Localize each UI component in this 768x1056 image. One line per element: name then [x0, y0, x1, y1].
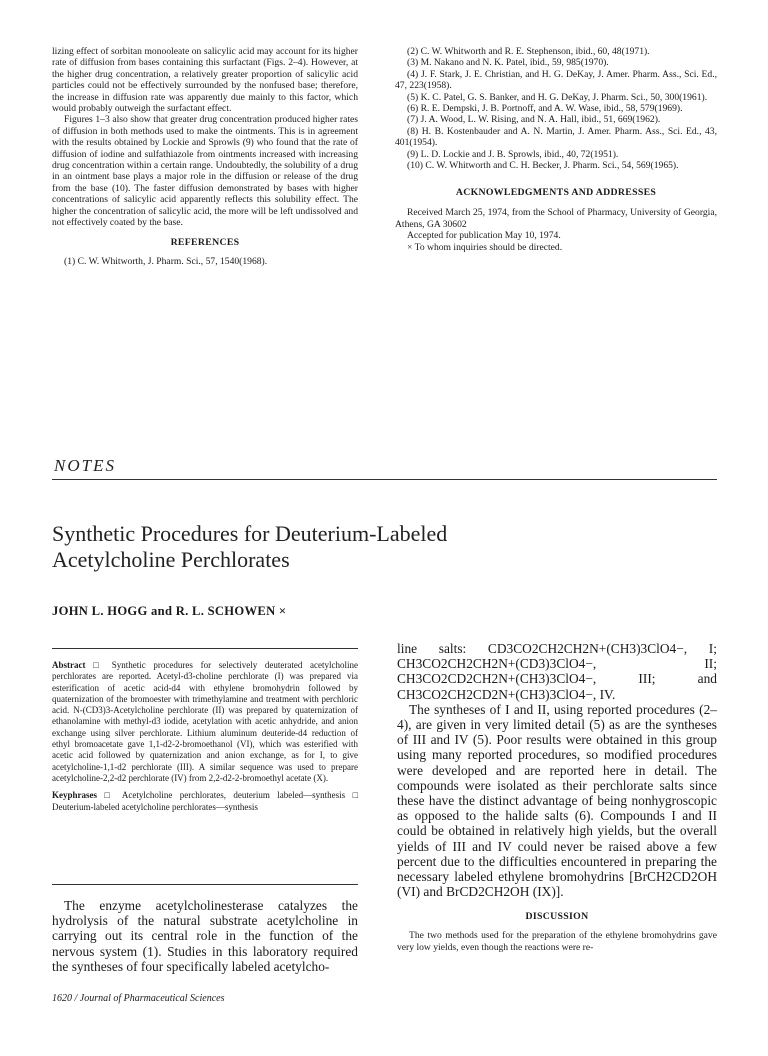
abstract-bottom-rule — [52, 884, 358, 885]
reference-list — [395, 46, 717, 171]
compound-list-paragraph: line salts: CD3CO2CH2CH2N+(CH3)3ClO4−, I; CH3CO2CH2CH2N+(CD3)3ClO4−, II; CH3CO2CD2CH2N+(CH3)3ClO4−, III; and CH3CO2CH2CD2N+(CH3)3ClO4−, IV. — [397, 641, 717, 702]
paragraph: Figures 1–3 also show that greater drug concentration produced higher rates of diffusion in both methods used to make the ointments. This is in agreement with the results obtained by Lockie and Sprowls (9) who found that the rate of diffusion of iodine and sulfathiazole from ointments increased with increasing drug concentration within a certain range. Undoubtedly, the solubility of a drug in an ointment base plays a major role in the diffusion or release of the drug from the base (10). The faster diffusion demonstrated by bases with higher concentrations of salicylic acid apparently reflects this solubility effect. The higher the concentration of salicylic acid, the more will be left undissolved and not effectively coated by the base. — [52, 114, 358, 229]
acknowledgments-text — [395, 207, 717, 253]
section-label: NOTES — [54, 456, 116, 475]
article-title — [52, 521, 692, 573]
accepted-line: Accepted for publication May 10, 1974. — [407, 230, 561, 242]
discussion-paragraph: The two methods used for the preparation of the ethylene bromohydrins gave very low yields, even though the reactions were re- — [397, 930, 717, 953]
received-line: Received March 25, 1974, from the School of Pharmacy, University of Georgia, Athens, GA 30602 — [395, 207, 717, 230]
reference-item: (4) J. F. Stark, J. E. Christian, and H. G. DeKay, J. Amer. Pharm. Ass., Sci. Ed., 47, 223(1958). — [395, 68, 717, 92]
top-left-column — [52, 46, 358, 267]
reference-item: (2) C. W. Whitworth and R. E. Stephenson, ibid., 60, 48(1971). — [407, 46, 650, 57]
correspondence-line: × To whom inquiries should be directed. — [407, 241, 563, 253]
section-divider — [52, 479, 717, 480]
page-footer: 1620 / Journal of Pharmaceutical Sciences — [52, 993, 225, 1004]
bullet-box-icon: □ — [104, 790, 115, 801]
reference-item: (10) C. W. Whitworth and C. H. Becker, J. Pharm. Sci., 54, 569(1965). — [407, 160, 679, 172]
reference-item: (9) L. D. Lockie and J. B. Sprowls, ibid., 40, 72(1951). — [407, 148, 619, 160]
title-line: Synthetic Procedures for Deuterium-Labeled — [52, 521, 448, 546]
abstract-top-rule — [52, 648, 358, 649]
abstract-text: Synthetic procedures for selectively deuterated acetylcholine perchlorates are reported. Acetyl-d3-choline perchlorate (I) was prepared via esterification of acetic acid-d4 with ethylene bromohydrin followed by quaternization of the bromoester with trimethylamine and treatment with perchloric acid. N-(CD3)3-Acetylcholine perchlorate (II) was prepared by quaternization of ethanolamine with methyl-d3 iodide, acetylation with acetic anhydride, and anion exchange using silver perchlorate. Lithium aluminum deuteride-d4 reduction of ethyl bromoacetate gave 1,1-d2-2-bromoethanol (VI), which was esterified with acetic acid followed by quaternization and anion exchange, as for I, to give acetylcholine-1,1-d2 perchlorate (III). A similar sequence was used to prepare acetylcholine-2,2-d2 perchlorate (IV) from 2,2-d2-2-bromoethyl acetate (X). — [52, 660, 359, 783]
top-left-text — [52, 46, 358, 229]
references-heading: REFERENCES — [170, 236, 240, 248]
keyphrases — [52, 790, 358, 813]
syntheses-paragraph: The syntheses of I and II, using reported procedures (2–4), are given in very limited detail (5) as are the syntheses of III and IV (5). Poor results were obtained in this group using many reported procedures, so modified procedures were developed and are reported here in detail. The compounds were isolated as their perchlorate salts since these have the distinct advantage of being nonhygroscopic as opposed to the halide salts (6). Compounds I and II could be obtained in relatively high yields, but the overall yields of III and IV could never be raised above a few percent due to the difficulties encountered in preparing the necessary labeled ethylene bromohydrins [BrCH2CD2OH (VI) and BrCD2CH2OH (IX)]. — [397, 701, 717, 900]
reference-item: (6) R. E. Dempski, J. B. Portnoff, and A. W. Wase, ibid., 58, 579(1969). — [407, 103, 683, 115]
reference-item: (7) J. A. Wood, L. W. Rising, and N. A. Hall, ibid., 51, 669(1962). — [407, 114, 661, 126]
bullet-box-icon: □ — [93, 660, 105, 670]
abstract-label: Abstract — [52, 660, 86, 670]
reference-item: (5) K. C. Patel, G. S. Banker, and H. G. DeKay, J. Pharm. Sci., 50, 300(1961). — [407, 91, 708, 103]
bullet-box-icon: □ — [352, 790, 359, 801]
title-line: Acetylcholine Perchlorates — [52, 547, 290, 572]
abstract-paragraph — [52, 660, 358, 784]
keyphrases-label: Keyphrases — [52, 790, 97, 801]
reference-item: (1) C. W. Whitworth, J. Pharm. Sci., 57, 1540(1968). — [64, 255, 268, 267]
discussion-heading: DISCUSSION — [525, 911, 589, 923]
abstract — [52, 660, 358, 813]
intro-paragraph: The enzyme acetylcholinesterase catalyzes the hydrolysis of the natural substrate acetylcholine in carrying out its central role in the function of the nervous system (1). Studies in this laboratory required the syntheses of four specifically labeled acetylcho- — [52, 898, 358, 974]
right-lower-column — [397, 641, 717, 953]
top-right-column — [395, 46, 717, 253]
keyphrase: Deuterium-labeled acetylcholine perchlorates—synthesis — [52, 801, 258, 812]
reference-item: (8) H. B. Kostenbauder and A. N. Martin, J. Amer. Pharm. Ass., Sci. Ed., 43, 401(1954). — [395, 125, 717, 149]
keyphrase: Acetylcholine perchlorates, deuterium labeled—synthesis — [121, 790, 346, 801]
acknowledgments-heading: ACKNOWLEDGMENTS AND ADDRESSES — [455, 187, 657, 199]
authors: JOHN L. HOGG and R. L. SCHOWEN × — [52, 604, 287, 618]
paragraph: lizing effect of sorbitan monooleate on salicylic acid may account for its higher rate of diffusion from bases containing this surfactant (Figs. 2–4). However, at the higher drug concentration, a relatively greater proportion of salicylic acid particles could not be effectively surrounded by the nonfused base; therefore, the increase in diffusion rate was apparently due mainly to this factor, which would probably outweigh the surfactant effect. — [52, 46, 358, 115]
intro — [52, 898, 358, 974]
reference-item: (3) M. Nakano and N. K. Patel, ibid., 59, 985(1970). — [407, 57, 609, 69]
